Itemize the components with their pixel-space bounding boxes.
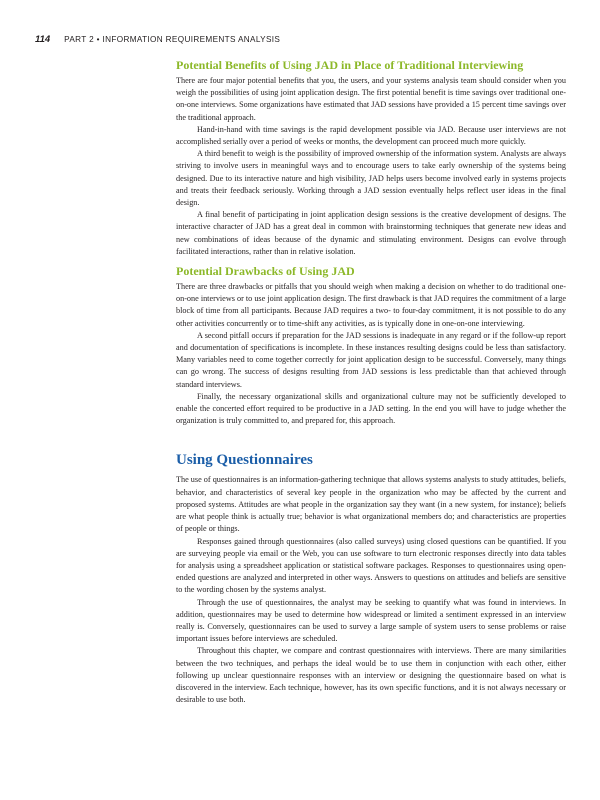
benefits-paragraph-4: A final benefit of participating in joint application design sessions is the creative development of designs. The interactive character of JAD has a great deal in common with brainstorming techniques that generate new ideas and new combinations of ideas because of the dynamic and stimulating environment. Designs can evolve through facilitated interactions, rather than in relative isolation. [176, 210, 566, 256]
drawbacks-paragraph-3: Finally, the necessary organizational skills and organizational culture may not be sufficiently developed to enable the concerted effort required to be productive in a JAD setting. In the end you will have to judge whether the organization is truly committed to, and prepared for, this approach. [176, 391, 566, 426]
benefits-paragraph-2: Hand-in-hand with time savings is the rapid development possible via JAD. Because user interviews are not accomplished serially over a period of weeks or months, the development can proceed much more quickly. [176, 124, 566, 147]
questionnaires-paragraph-4: Throughout this chapter, we compare and contrast questionnaires with interviews. There are many similarities between the two techniques, and perhaps the ideal would be to use them in conjunction with each other, either following up unclear questionnaire responses with an interview or designing the questionnaire based on what is discovered in the interview. Each technique, however, has its own specific functions, and it is not always necessary or desirable to use both. [176, 646, 566, 705]
questionnaires-paragraph-3: Through the use of questionnaires, the analyst may be seeking to quantify what was found in interviews. In addition, questionnaires may be used to determine how widespread or limited a sentiment expressed in an interview really is. Conversely, questionnaires can be used to survey a large sample of system users to sense problems or raise important issues before interviews are scheduled. [176, 597, 566, 644]
questionnaires-paragraph-2: Responses gained through questionnaires (also called surveys) using closed questions can be quantified. If you are surveying people via email or the Web, you can use software to turn electronic responses directly into data tables for analysis using a spreadsheet application or statistical software packages. Responses to questionnaires using open-ended questions are analyzed and interpreted in other ways. Answers to questions on attitudes and beliefs are sensitive to the wording chosen by the systems analyst. [176, 536, 566, 595]
benefits-paragraph-1: There are four major potential benefits that you, the users, and your systems analysis team should consider when you weigh the possibilities of using joint application design. The first potential benefit is time savings over traditional one-on-one interviews. Some organizations have estimated that JAD sessions have provided a 15 percent time savings over the traditional approach. [176, 76, 566, 122]
section-heading-drawbacks: Potential Drawbacks of Using JAD [176, 264, 355, 279]
section-heading-benefits: Potential Benefits of Using JAD in Place of Traditional Interviewing [176, 58, 524, 72]
section-heading-questionnaires: Using Questionnaires [176, 452, 313, 469]
page-number: 114 [35, 34, 51, 45]
benefits-paragraph-3: A third benefit to weigh is the possibility of improved ownership of the information system. Analysts are always striving to involve users in meaningful ways and to encourage users to take early ownership of the systems being designed. Due to its interactive nature and high visibility, JAD helps users become involved early in systems projects and treats their feedback seriously. Working through a JAD session eventually helps reflect user ideas in the final design. [176, 149, 566, 208]
running-head [35, 34, 280, 45]
drawbacks-paragraph-2: A second pitfall occurs if preparation for the JAD sessions is inadequate in any regard or if the follow-up report and documentation of specifications is incomplete. In these instances resulting designs could be less than satisfactory. Many variables need to come together correctly for joint application design to be successful. Conversely, many things can go wrong. The success of designs resulting from JAD sessions is less predictable than that achieved through standard interviews. [176, 330, 566, 389]
part-title: PART 2 • INFORMATION REQUIREMENTS ANALYSIS [64, 35, 281, 44]
page-body [176, 58, 566, 706]
questionnaires-paragraph-1: The use of questionnaires is an information-gathering technique that allows systems analysts to study attitudes, beliefs, behavior, and characteristics of several key people in the organization who may be affected by the current and proposed systems. Attitudes are what people in the organization say they want (in a new system, for instance); beliefs are what people think is actually true; behavior is what organizational members do; and characteristics are properties of people or things. [176, 475, 566, 534]
drawbacks-paragraph-1: There are three drawbacks or pitfalls that you should weigh when making a decision on whether to do traditional one-on-one interviews or to use joint application design. The first drawback is that JAD requires the commitment of a large block of time from all participants. Because JAD requires a two- to four-day commitment, it is not possible to do any other activities concurrently or to time-shift any activities, as is typically done in one-on-one interviewing. [176, 282, 566, 328]
